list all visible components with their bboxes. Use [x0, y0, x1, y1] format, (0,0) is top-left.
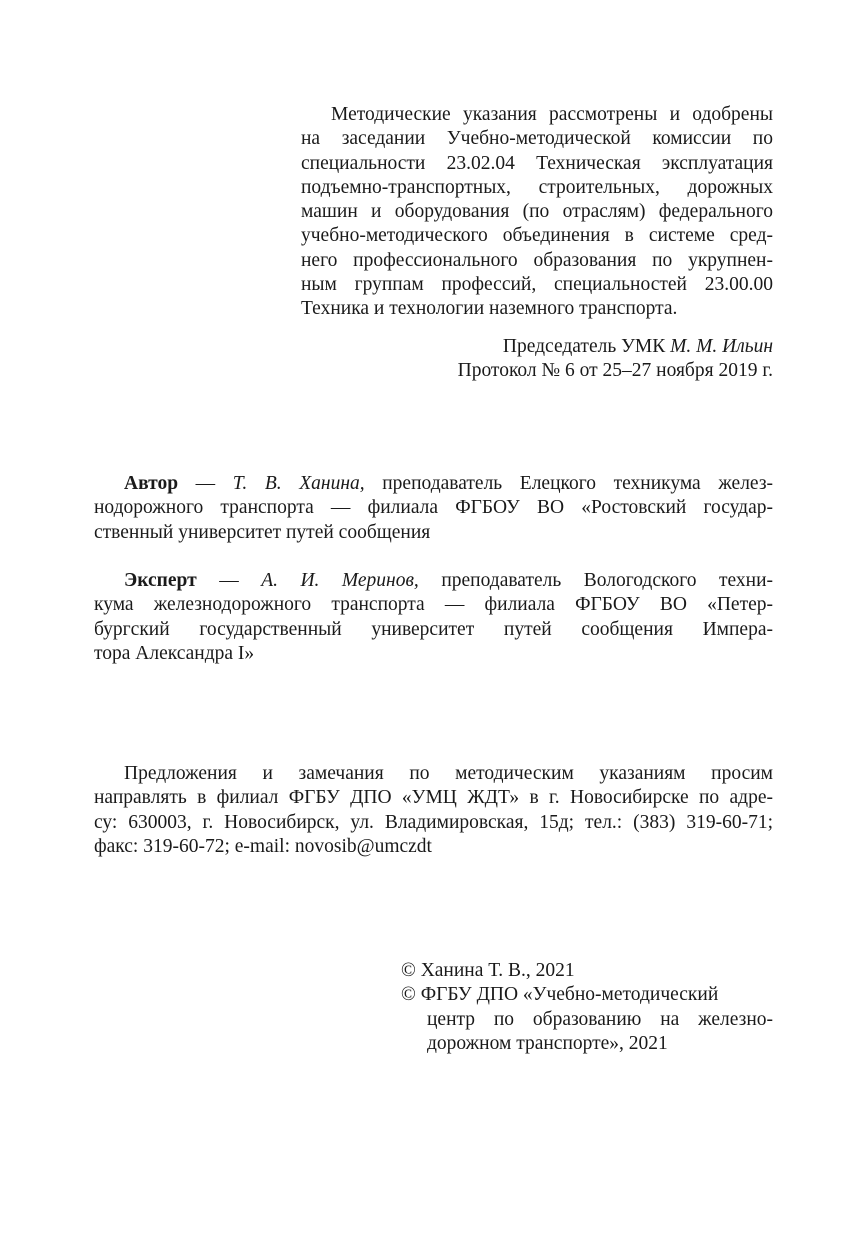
approval-line: ным группам профессий, специальностей 23.00.00	[301, 274, 773, 296]
copyright-line: © Ханина Т. В., 2021	[401, 960, 575, 981]
approval-line: специальности 23.02.04 Техническая эксплуатация	[301, 152, 773, 174]
feedback-contact	[94, 762, 773, 859]
expert-line: тора Александра I»	[94, 642, 255, 664]
approval-line: на заседании Учебно-методической комиссии по	[301, 128, 773, 150]
author-position: преподаватель Елецкого техникума желез-	[382, 473, 774, 494]
approval-line: Методические указания рассмотрены и одобрены	[331, 104, 773, 125]
author-role: Автор	[124, 473, 179, 494]
expert-role: Эксперт	[124, 570, 197, 591]
contact-line: Предложения и замечания по методическим указаниям просим	[124, 763, 773, 784]
approval-line: подъемно-транспортных, строительных, дорожных	[301, 176, 773, 198]
approval-signature	[430, 335, 773, 384]
expert-dash: —	[219, 570, 239, 591]
approval-line: Техника и технологии наземного транспорта.	[301, 298, 678, 320]
expert-line: кума железнодорожного транспорта — филиала ФГБОУ ВО «Петер-	[94, 594, 773, 616]
approval-note	[301, 103, 773, 322]
author-dash: —	[195, 473, 216, 494]
approval-line: него профессионального образования по укрупнен-	[301, 249, 773, 271]
approval-line: машин и оборудования (по отраслям) федерального	[301, 201, 773, 223]
copyright-line: дорожном транспорте», 2021	[427, 1032, 668, 1054]
expert-name: А. И. Меринов,	[261, 570, 419, 591]
author-name: Т. В. Ханина,	[232, 473, 365, 494]
copyright-notice	[401, 959, 773, 1056]
expert-position: преподаватель Вологодского техни-	[441, 570, 774, 591]
copyright-line: центр по образованию на железно-	[427, 1008, 773, 1030]
contact-line: факс: 319-60-72; e-mail: novosib@umczdt	[94, 835, 432, 857]
contact-line: су: 630003, г. Новосибирск, ул. Владимировская, 15д; тел.: (383) 319-60-71;	[94, 811, 773, 833]
contact-line: направлять в филиал ФГБУ ДПО «УМЦ ЖДТ» в г. Новосибирске по адре-	[94, 787, 773, 809]
author-credit	[94, 472, 773, 545]
expert-credit	[94, 569, 773, 666]
chair-name: М. М. Ильин	[670, 336, 773, 357]
chair-label: Председатель УМК	[502, 336, 666, 357]
author-line	[94, 472, 773, 496]
expert-line: бургский государственный университет путей сообщения Импера-	[94, 618, 773, 640]
approval-line: учебно-методического объединения в системе сред-	[301, 225, 773, 247]
author-line: нодорожного транспорта — филиала ФГБОУ ВО «Ростовский государ-	[94, 497, 773, 519]
protocol-line: Протокол № 6 от 25–27 ноября 2019 г.	[457, 360, 773, 382]
expert-line	[94, 569, 773, 593]
author-line: ственный университет путей сообщения	[94, 521, 431, 543]
chair-line	[430, 335, 773, 359]
copyright-line: © ФГБУ ДПО «Учебно-методический	[401, 984, 719, 1006]
